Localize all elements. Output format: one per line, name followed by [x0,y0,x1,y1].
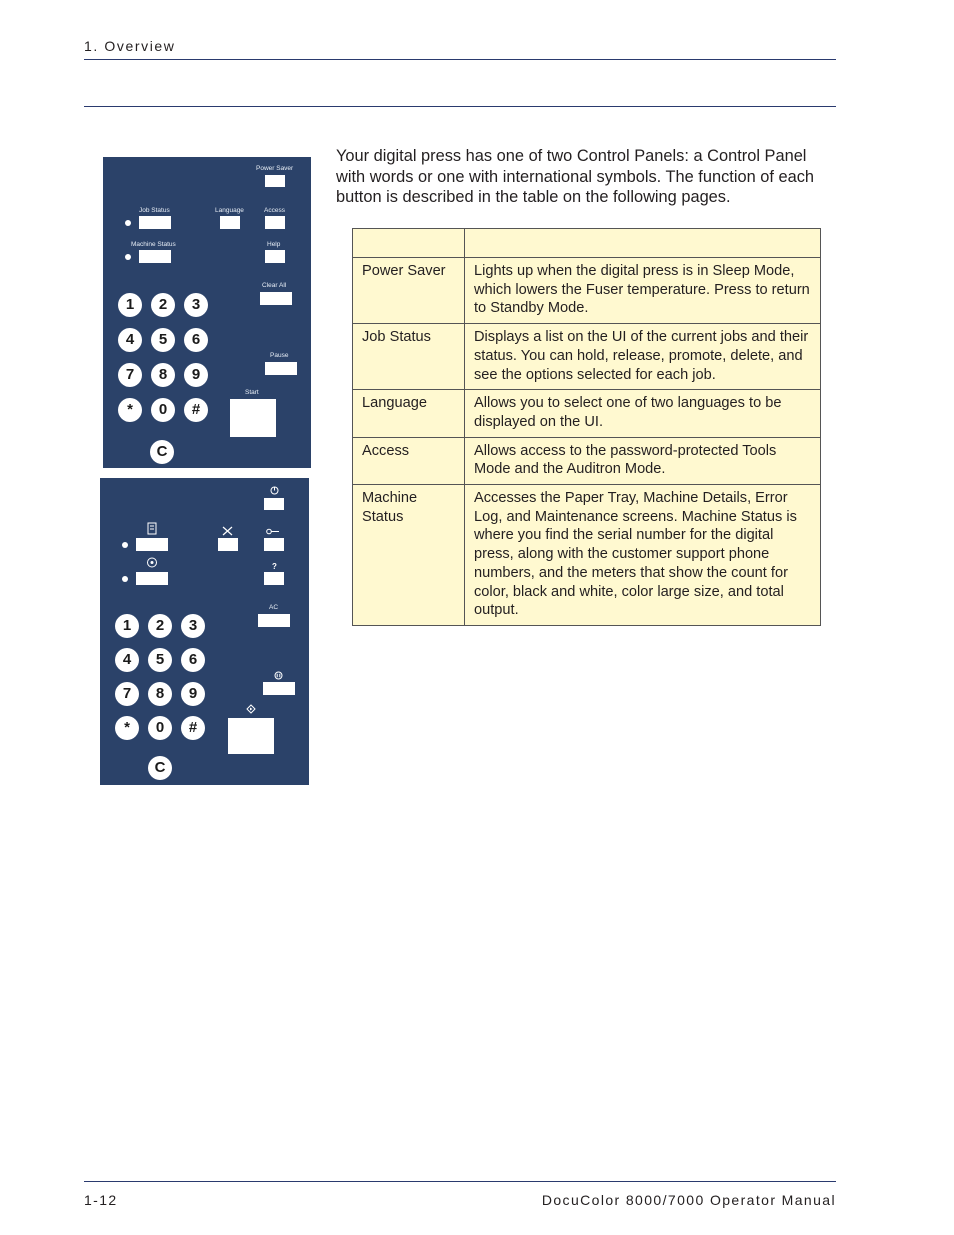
table-row [353,437,821,484]
keypad-1[interactable]: 1 [115,614,139,638]
power-saver-button[interactable] [265,175,285,187]
keypad-2[interactable]: 2 [148,614,172,638]
job-status-icon [147,522,157,535]
keypad-3[interactable]: 3 [181,614,205,638]
keypad-9[interactable]: 9 [181,682,205,706]
keypad-2[interactable]: 2 [151,293,175,317]
table-cell-function: Accesses the Paper Tray, Machine Details, Error Log, and Maintenance screens. Machine Status is where you find the serial number for the digital press, along with the customer support phone numbers, and the meters that show the count for color, black and white, color large size, and total output. [465,485,821,626]
job-status-button[interactable] [139,216,171,229]
table-header-row [353,229,821,258]
help-button[interactable] [265,250,285,263]
language-icon [222,526,233,536]
language-button[interactable] [218,538,238,551]
table-cell-function: Displays a list on the UI of the current jobs and their status. You can hold, release, promote, delete, and see the options selected for each job. [465,324,821,390]
pause-button[interactable] [263,682,295,695]
table-row [353,258,821,324]
keypad-hash[interactable]: # [184,398,208,422]
table-row [353,324,821,390]
pause-icon [274,671,283,680]
machine-status-icon [146,556,158,569]
clear-all-button[interactable] [258,614,290,627]
keypad-8[interactable]: 8 [148,682,172,706]
keypad-clear[interactable]: C [150,440,174,464]
table-cell-button: Access [353,437,465,484]
access-button[interactable] [265,216,285,229]
control-panel-words [103,157,311,468]
power-saver-label: Power Saver [256,165,294,172]
manual-title: DocuColor 8000/7000 Operator Manual [541,1192,836,1208]
language-label: Language [215,207,244,214]
table-header-button [353,229,465,258]
machine-status-led [125,254,131,260]
intro-paragraph: Your digital press has one of two Control Panels: a Control Panel with words or one with international symbols. The function of each button is described in the table on the following pages. [336,147,815,206]
help-icon: ? [272,562,277,571]
language-button[interactable] [220,216,240,229]
table-cell-button: Power Saver [353,258,465,324]
table-cell-button: Machine Status [353,485,465,626]
start-button[interactable] [230,399,276,437]
machine-status-led [122,576,128,582]
keypad-5[interactable]: 5 [148,648,172,672]
keypad-5[interactable]: 5 [151,328,175,352]
machine-status-button[interactable] [139,250,171,263]
keypad-hash[interactable]: # [181,716,205,740]
keypad-7[interactable]: 7 [115,682,139,706]
keypad-9[interactable]: 9 [184,363,208,387]
start-button[interactable] [228,718,274,754]
access-button[interactable] [264,538,284,551]
control-panel-symbols [100,478,309,785]
table-cell-button: Job Status [353,324,465,390]
keypad-4[interactable]: 4 [118,328,142,352]
keypad-7[interactable]: 7 [118,363,142,387]
keypad-3[interactable]: 3 [184,293,208,317]
pause-button[interactable] [265,362,297,375]
keypad-0[interactable]: 0 [151,398,175,422]
help-label: Help [267,241,281,248]
keypad-4[interactable]: 4 [115,648,139,672]
table-row [353,485,821,626]
button-function-table [352,228,821,626]
start-label: Start [245,389,259,396]
access-key-icon [266,528,280,535]
job-status-button[interactable] [136,538,168,551]
machine-status-label: Machine Status [131,241,176,248]
table-header-function [465,229,821,258]
table-cell-function: Allows access to the password-protected Tools Mode and the Auditron Mode. [465,437,821,484]
page-number: 1-12 [84,1192,118,1208]
table-row [353,390,821,437]
table-cell-button: Language [353,390,465,437]
start-icon [246,704,256,714]
keypad-star[interactable]: * [118,398,142,422]
keypad-6[interactable]: 6 [181,648,205,672]
power-saver-icon [270,486,279,495]
table-cell-function: Allows you to select one of two languages to be displayed on the UI. [465,390,821,437]
job-status-led [122,542,128,548]
keypad-star[interactable]: * [115,716,139,740]
header-rule [84,59,836,60]
pause-label: Pause [270,352,289,359]
job-status-led [125,220,131,226]
keypad-clear[interactable]: C [148,756,172,780]
keypad-6[interactable]: 6 [184,328,208,352]
table-cell-function: Lights up when the digital press is in Sleep Mode, which lowers the Fuser temperature. Press to return to Standby Mode. [465,258,821,324]
section-header: 1. Overview [84,38,176,54]
clear-all-label: AC [269,604,279,611]
access-label: Access [264,207,285,214]
keypad-1[interactable]: 1 [118,293,142,317]
help-button[interactable] [264,572,284,585]
machine-status-button[interactable] [136,572,168,585]
footer-rule [84,1181,836,1182]
keypad-0[interactable]: 0 [148,716,172,740]
section-rule [84,106,836,107]
job-status-label: Job Status [139,207,170,214]
clear-all-button[interactable] [260,292,292,305]
power-saver-button[interactable] [264,498,284,510]
keypad-8[interactable]: 8 [151,363,175,387]
clear-all-label: Clear All [262,282,287,289]
